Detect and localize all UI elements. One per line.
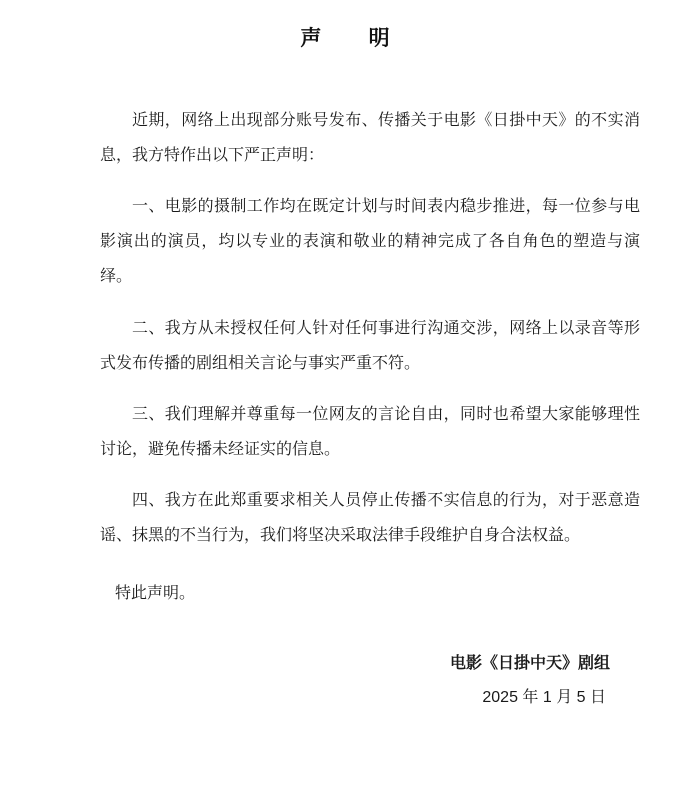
statement-point-1: 一、电影的摄制工作均在既定计划与时间表内稳步推进，每一位参与电影演出的演员，均以专业的表演和敬业的精神完成了各自角色的塑造与演绎。: [100, 196, 640, 285]
document-title: 声 明: [300, 26, 410, 50]
statement-date: 2025 年 1 月 5 日: [482, 689, 606, 706]
signature: 电影《日掛中天》剧组: [449, 653, 610, 672]
closing-line: 特此声明。: [115, 583, 196, 602]
intro-paragraph: 近期，网络上出现部分账号发布、传播关于电影《日掛中天》的不实消息，我方特作出以下严正声明：: [100, 110, 640, 164]
statement-point-3: 三、我们理解并尊重每一位网友的言论自由，同时也希望大家能够理性讨论，避免传播未经证实的信息。: [100, 404, 640, 458]
statement-point-4: 四、我方在此郑重要求相关人员停止传播不实信息的行为，对于恶意造谣、抹黑的不当行为，我们将坚决采取法律手段维护自身合法权益。: [100, 490, 640, 544]
statement-point-2: 二、我方从未授权任何人针对任何事进行沟通交涉，网络上以录音等形式发布传播的剧组相关言论与事实严重不符。: [100, 318, 640, 372]
